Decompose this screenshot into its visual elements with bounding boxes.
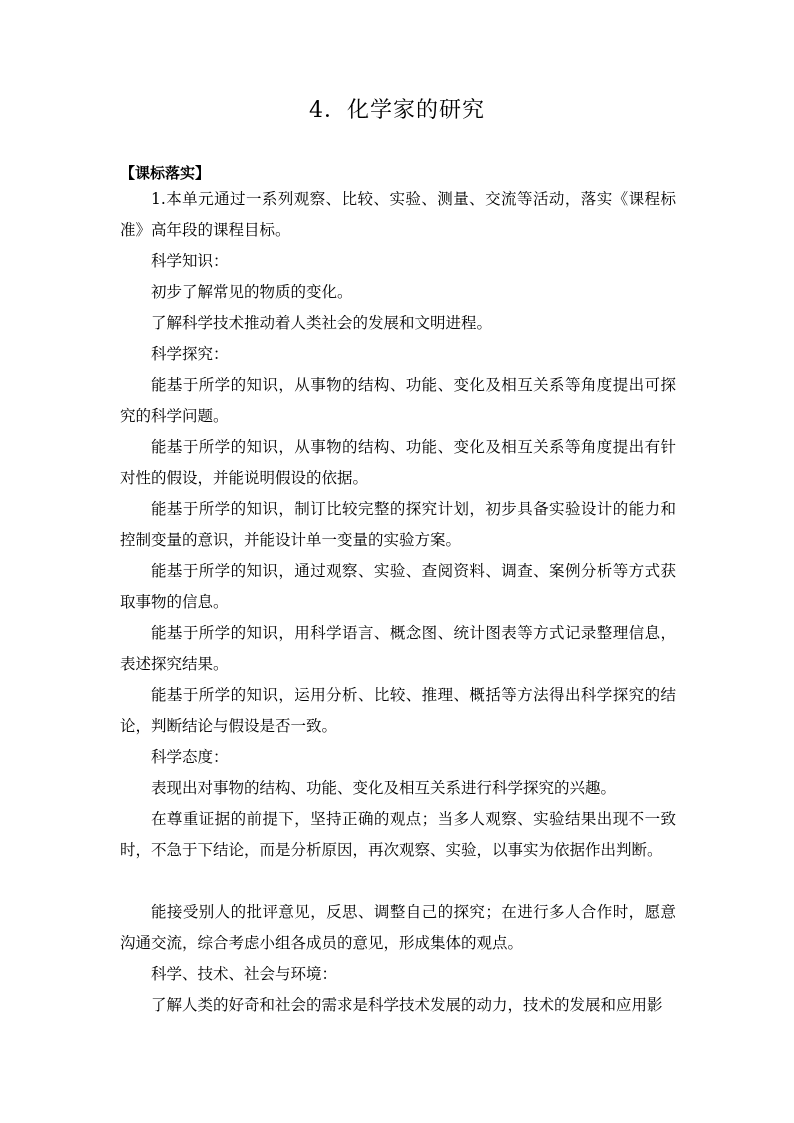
paragraph: 了解科学技术推动着人类社会的发展和文明进程。 [151,314,493,332]
subheading: 科学探究： [151,345,229,363]
paragraph: 初步了解常见的物质的变化。 [151,283,353,301]
paragraph: 能接受别人的批评意见，反思、调整自己的探究；在进行多人合作时，愿意沟通交流，综合考虑小组各成员的意见，形成集体的观点。 [120,903,676,952]
paragraph: 了解人类的好奇和社会的需求是科学技术发展的动力，技术的发展和应用影 [151,996,663,1014]
paragraph: 能基于所学的知识，运用分析、比较、推理、概括等方法得出科学探究的结论，判断结论与假设是否一致。 [120,686,676,735]
subheading: 科学知识： [151,252,229,270]
paragraph: 能基于所学的知识，制订比较完整的探究计划，初步具备实验设计的能力和控制变量的意识，并能设计单一变量的实验方案。 [120,500,676,549]
paragraph: 1.本单元通过一系列观察、比较、实验、测量、交流等活动，落实《课程标准》高年段的课程目标。 [120,190,676,239]
paragraph: 能基于所学的知识，通过观察、实验、查阅资料、调查、案例分析等方式获取事物的信息。 [120,562,676,611]
paragraph: 表现出对事物的结构、功能、变化及相互关系进行科学探究的兴趣。 [151,779,617,797]
page-title: 4．化学家的研究 [309,98,485,123]
paragraph: 在尊重证据的前提下，坚持正确的观点；当多人观察、实验结果出现不一致时，不急于下结论，而是分析原因，再次观察、实验，以事实为依据作出判断。 [120,810,676,859]
section-heading: 【课标落实】 [120,164,211,182]
paragraph: 能基于所学的知识，用科学语言、概念图、统计图表等方式记录整理信息，表述探究结果。 [120,624,676,673]
subheading: 科学、技术、社会与环境： [151,965,338,983]
subheading: 科学态度： [151,748,229,766]
paragraph: 能基于所学的知识，从事物的结构、功能、变化及相互关系等角度提出可探究的科学问题。 [120,376,676,425]
paragraph: 能基于所学的知识，从事物的结构、功能、变化及相互关系等角度提出有针对性的假设，并能说明假设的依据。 [120,438,676,487]
body-text [120,184,676,1021]
